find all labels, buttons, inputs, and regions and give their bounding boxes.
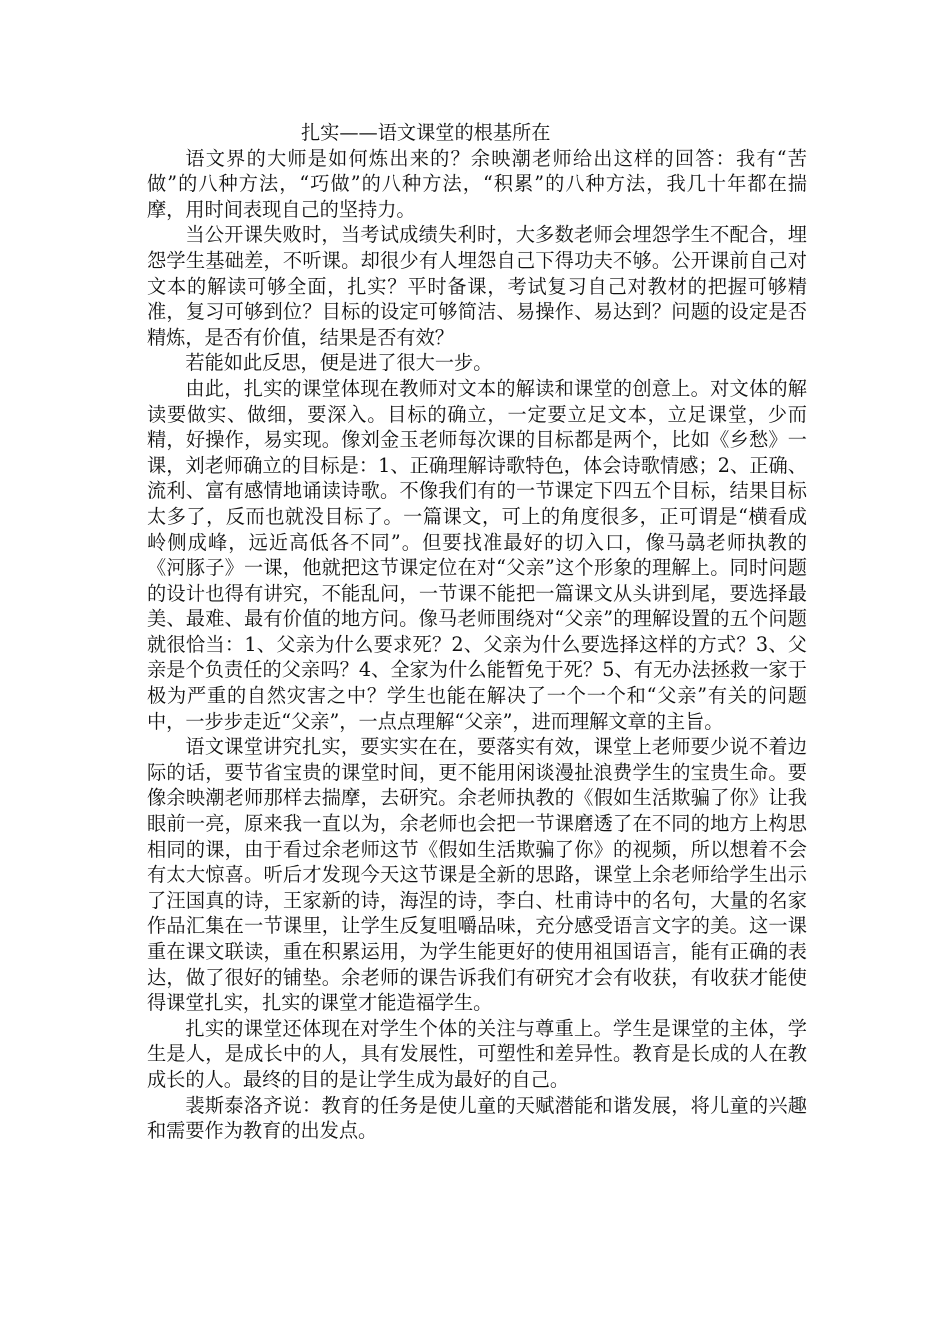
paragraph-2: 当公开课失败时，当考试成绩失利时，大多数老师会埋怨学生不配合，埋怨学生基础差，不听课。却很少有人埋怨自己下得功夫不够。公开课前自己对文本的解读可够全面，扎实？平时备课，考试复习自己对教材的把握可够精准，复习可够到位？目标的设定可够简洁、易操作、易达到？问题的设定是否精炼，是否有价值，结果是否有效？ xyxy=(147,223,807,349)
paragraph-7: 裴斯泰洛齐说：教育的任务是使儿童的天赋潜能和谐发展，将儿童的兴趣和需要作为教育的出发点。 xyxy=(147,1093,807,1143)
paragraph-6: 扎实的课堂还体现在对学生个体的关注与尊重上。学生是课堂的主体，学生是人，是成长中的人，具有发展性，可塑性和差异性。教育是长成的人在教成长的人。最终的目的是让学生成为最好的自己。 xyxy=(147,1016,807,1091)
document-title: 扎实——语文课堂的根基所在 xyxy=(301,121,551,144)
paragraph-5: 语文课堂讲究扎实，要实实在在，要落实有效，课堂上老师要少说不着边际的话，要节省宝贵的课堂时间，更不能用闲谈漫扯浪费学生的宝贵生命。要像余映潮老师那样去揣摩，去研究。余老师执教的《假如生活欺骗了你》让我眼前一亮，原来我一直以为，余老师也会把一节课磨透了在不同的地方上构思相同的课，由于看过余老师这节《假如生活欺骗了你》的视频，所以想着不会有太大惊喜。听后才发现今天这节课是全新的思路，课堂上余老师给学生出示了汪国真的诗，王家新的诗，海涅的诗，李白、杜甫诗中的名句，大量的名家作品汇集在一节课里，让学生反复咀嚼品味，充分感受语言文字的美。这一课重在课文联读，重在积累运用，为学生能更好的使用祖国语言，能有正确的表达，做了很好的铺垫。余老师的课告诉我们有研究才会有收获，有收获才能使得课堂扎实，扎实的课堂才能造福学生。 xyxy=(147,735,807,1015)
paragraph-3: 若能如此反思，便是进了很大一步。 xyxy=(185,351,493,375)
document-page xyxy=(147,120,807,1144)
paragraph-4: 由此，扎实的课堂体现在教师对文本的解读和课堂的创意上。对文体的解读要做实、做细，要深入。目标的确立，一定要立足文本，立足课堂，少而精，好操作，易实现。像刘金玉老师每次课的目标都是两个，比如《乡愁》一课，刘老师确立的目标是：1、正确理解诗歌特色，体会诗歌情感；2、正确、流利、富有感情地诵读诗歌。不像我们有的一节课定下四五个目标，结果目标太多了，反而也就没目标了。一篇课文，可上的角度很多，正可谓是“横看成岭侧成峰，远近高低各不同”。但要找准最好的切入口，像马骉老师执教的《河豚子》一课，他就把这节课定位在对“父亲”这个形象的理解上。同时问题的设计也得有讲究，不能乱问，一节课不能把一篇课文从头讲到尾，要选择最美、最难、最有价值的地方问。像马老师围绕对“父亲”的理解设置的五个问题就很恰当：1、父亲为什么要求死？2、父亲为什么要选择这样的方式？3、父亲是个负责任的父亲吗？4、全家为什么能暂免于死？5、有无办法拯救一家于极为严重的自然灾害之中？学生也能在解决了一个一个和“父亲”有关的问题中，一步步走近“父亲”，一点点理解“父亲”，进而理解文章的主旨。 xyxy=(147,376,807,733)
paragraph-1: 语文界的大师是如何炼出来的？余映潮老师给出这样的回答：我有“苦做”的八种方法，“巧做”的八种方法，“积累”的八种方法，我几十年都在揣摩，用时间表现自己的坚持力。 xyxy=(147,146,807,221)
